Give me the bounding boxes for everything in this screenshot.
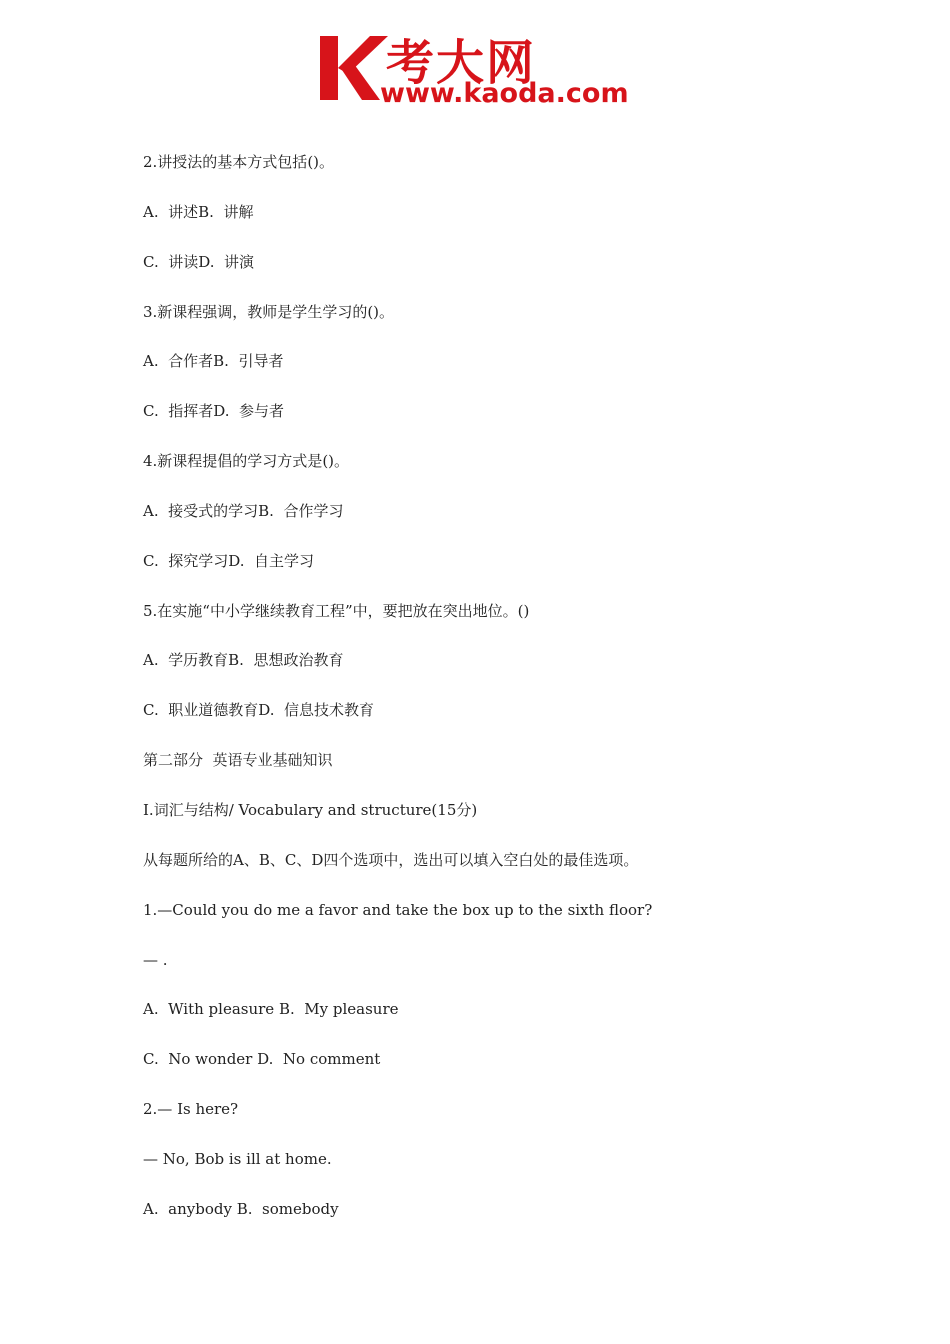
english-question-1-stem: 1.—Could you do me a favor and take the box up to the sixth floor? <box>143 900 653 919</box>
english-question-2-reply: — No, Bob is ill at home. <box>143 1149 332 1168</box>
question-3-options-ab: A. 合作者B. 引导者 <box>143 352 284 371</box>
instructions: 从每题所给的A、B、C、D四个选项中，选出可以填入空白处的最佳选项。 <box>143 850 639 869</box>
question-5-options-ab: A. 学历教育B. 思想政治教育 <box>143 651 344 670</box>
english-question-2-options-ab: A. anybody B. somebody <box>143 1199 339 1218</box>
question-2-stem: 2.讲授法的基本方式包括()。 <box>143 153 335 171</box>
english-question-2-stem: 2.— Is here? <box>143 1100 239 1119</box>
kaoda-logo <box>318 28 638 112</box>
logo-url-text: www.kaoda.com <box>380 78 629 109</box>
document-body <box>143 150 843 1247</box>
question-5-stem: 5.在实施“中小学继续教育工程”中，要把放在突出地位。() <box>143 601 530 620</box>
subsection-heading: Ⅰ.词汇与结构/ Vocabulary and structure(15分) <box>143 800 478 819</box>
section-heading: 第二部分 英语专业基础知识 <box>143 751 333 770</box>
question-5-options-cd: C. 职业道德教育D. 信息技术教育 <box>143 701 375 720</box>
english-question-1-reply: — . <box>143 950 168 969</box>
question-3-stem: 3.新课程强调，教师是学生学习的()。 <box>143 302 395 321</box>
question-4-stem: 4.新课程提倡的学习方式是()。 <box>143 452 350 471</box>
english-question-1-options-ab: A. With pleasure B. My pleasure <box>143 1000 399 1019</box>
question-4-options-cd: C. 探究学习D. 自主学习 <box>143 551 315 570</box>
question-3-options-cd: C. 指挥者D. 参与者 <box>143 402 285 421</box>
english-question-1-options-cd: C. No wonder D. No comment <box>143 1050 381 1069</box>
logo-chinese-text: 考大网 <box>386 35 537 91</box>
question-2-options-ab: A. 讲述B. 讲解 <box>143 202 254 221</box>
question-4-options-ab: A. 接受式的学习B. 合作学习 <box>143 501 344 520</box>
k-logo-icon <box>318 34 388 104</box>
question-2-options-cd: C. 讲读D. 讲演 <box>143 252 255 271</box>
